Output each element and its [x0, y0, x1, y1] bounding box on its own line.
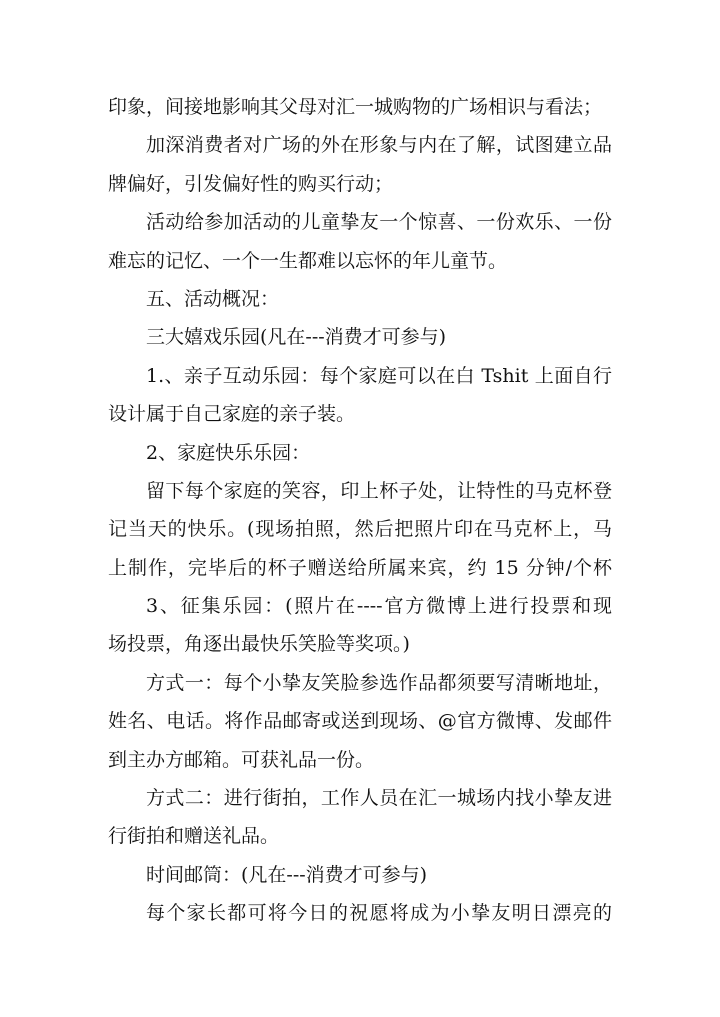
text-line: 印象，间接地影响其父母对汇一城购物的广场相识与看法；: [108, 96, 603, 118]
text-line: 时间邮筒：(凡在---消费才可参与): [146, 863, 428, 886]
text-line: 1.、亲子互动乐园：每个家庭可以在白 Tshit 上面自行: [146, 364, 612, 387]
text-line: 五、活动概况：: [146, 287, 280, 310]
text-line: 方式一：每个小挚友笑脸参选作品都须要写清晰地址，: [146, 671, 612, 694]
text-line: 2、家庭快乐乐园：: [146, 441, 311, 464]
text-line: 记当天的快乐。(现场拍照，然后把照片印在马克杯上，马: [108, 518, 612, 541]
text-line: 设计属于自己家庭的亲子装。: [108, 403, 356, 426]
text-line: 到主办方邮箱。可获礼品一份。: [108, 748, 375, 771]
text-line: 留下每个家庭的笑容，印上杯子处，让特性的马克杯登: [146, 479, 612, 502]
text-line: 上制作，完毕后的杯子赠送给所属来宾，约 15 分钟/个杯: [108, 556, 612, 579]
document-body: [108, 88, 612, 933]
text-line: 活动给参加活动的儿童挚友一个惊喜、一份欢乐、一份: [146, 211, 612, 234]
text-line: 加深消费者对广场的外在形象与内在了解，试图建立品: [146, 134, 612, 157]
text-line: 难忘的记忆、一个一生都难以忘怀的年儿童节。: [108, 249, 508, 272]
text-line: 场投票，角逐出最快乐笑脸等奖项。): [108, 633, 410, 656]
text-line: 3、征集乐园：(照片在----官方微博上进行投票和现: [146, 595, 612, 618]
text-line: 姓名、电话。将作品邮寄或送到现场、@官方微博、发邮件: [108, 710, 612, 733]
text-line: 牌偏好，引发偏好性的购买行动；: [108, 172, 394, 195]
text-line: 每个家长都可将今日的祝愿将成为小挚友明日漂亮的: [146, 902, 612, 925]
text-line: 行街拍和赠送礼品。: [108, 825, 280, 848]
text-line: 方式二：进行街拍，工作人员在汇一城场内找小挚友进: [146, 787, 612, 810]
text-line: 三大嬉戏乐园(凡在---消费才可参与): [146, 326, 447, 349]
